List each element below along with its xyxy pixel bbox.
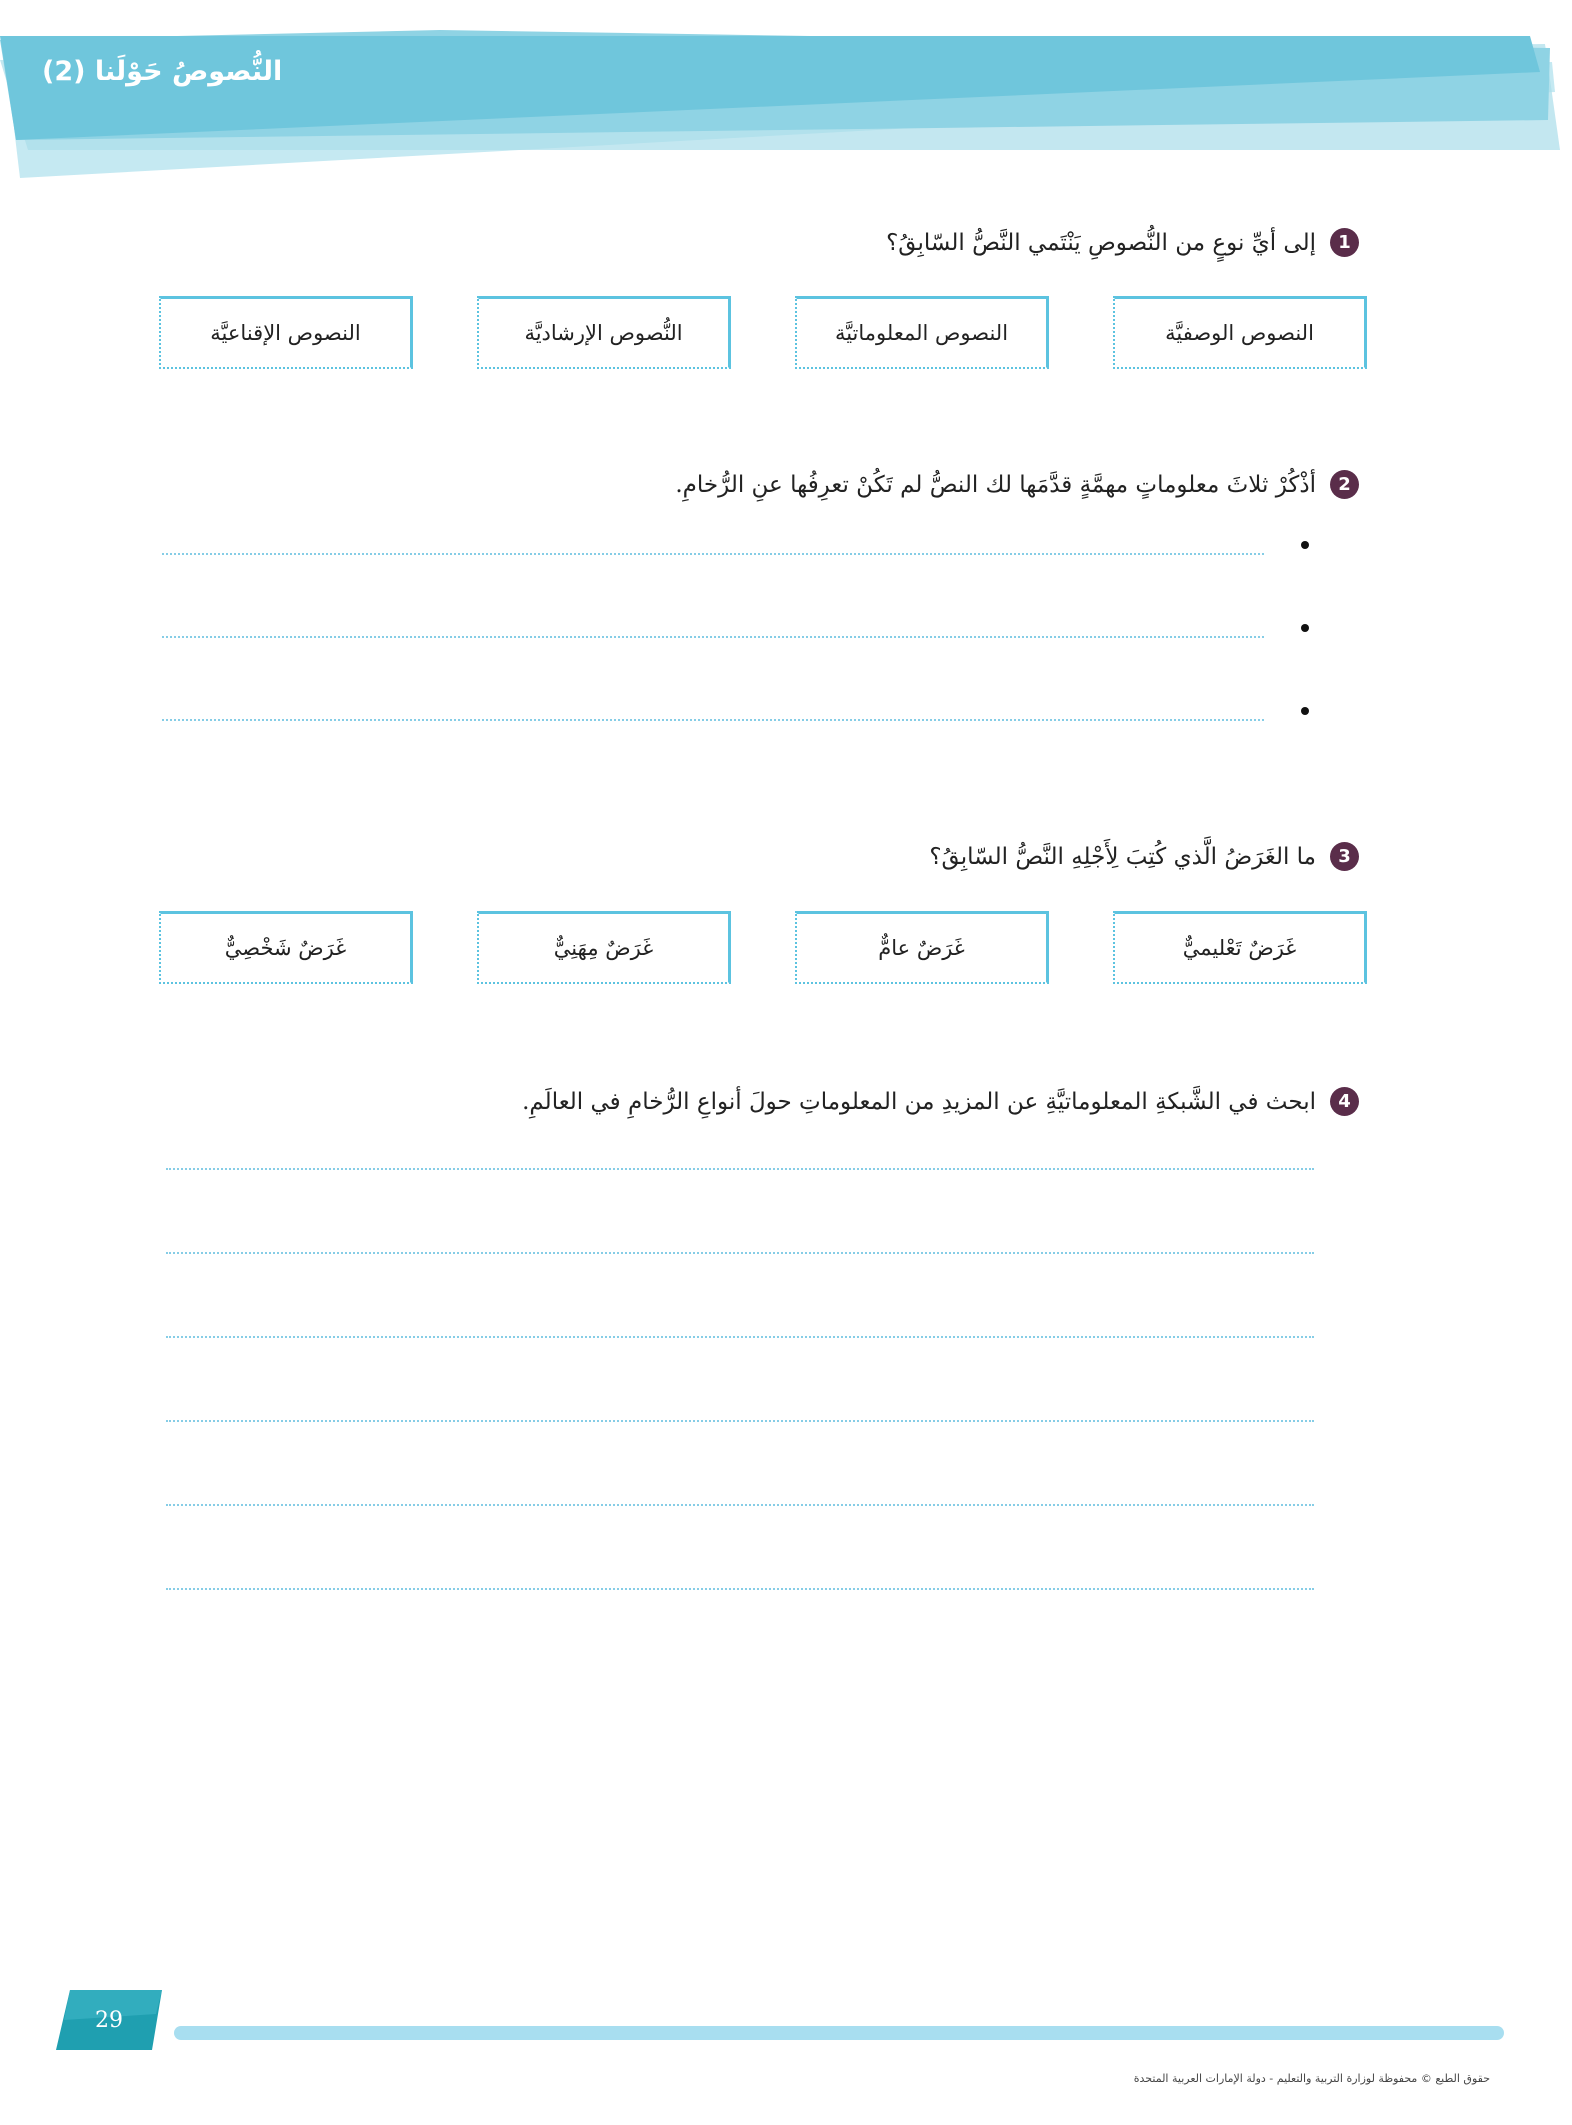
- answer-line[interactable]: [162, 553, 1264, 555]
- question-number-badge: 4: [1330, 1087, 1359, 1116]
- answer-line[interactable]: [166, 1168, 1314, 1170]
- copyright-text: حقوق الطبع © محفوظة لوزارة التربية والتعليم - دولة الإمارات العربية المتحدة: [1133, 2072, 1490, 2085]
- question-3: [929, 842, 1359, 871]
- bullet: [1301, 707, 1309, 715]
- option-descriptive[interactable]: النصوص الوصفيَّة: [1113, 296, 1367, 369]
- answer-line[interactable]: [166, 1504, 1314, 1506]
- question-text: أذْكُرْ ثلاثَ معلوماتٍ مهمَّةٍ قدَّمَها لك النصُّ لم تَكُنْ تعرِفُها عنِ الرُّخامِ.: [675, 471, 1316, 498]
- option-instructional[interactable]: النُّصوص الإرشاديَّة: [477, 296, 731, 369]
- option-personal[interactable]: غَرَضٌ شَخْصِيٌّ: [159, 911, 413, 984]
- question-text: إلى أيِّ نوعٍ من النُّصوصِ يَنْتَمي النَّصُّ السّابِقُ؟: [886, 229, 1316, 256]
- header-banner: [0, 0, 1572, 200]
- question-1: [886, 228, 1359, 257]
- question-text: ما الغَرَضُ الَّذي كُتِبَ لِأَجْلِهِ النَّصُّ السّابِقُ؟: [929, 843, 1316, 870]
- question-text: ابحث في الشَّبكةِ المعلوماتيَّةِ عن المزيدِ من المعلوماتِ حولَ أنواعِ الرُّخامِ في العالَمِ.: [522, 1088, 1316, 1115]
- answer-line[interactable]: [166, 1252, 1314, 1254]
- option-informational[interactable]: النصوص المعلوماتيَّة: [795, 296, 1049, 369]
- answer-line[interactable]: [162, 719, 1264, 721]
- option-general[interactable]: غَرَضٌ عامٌّ: [795, 911, 1049, 984]
- bullet: [1301, 541, 1309, 549]
- answer-line[interactable]: [166, 1420, 1314, 1422]
- answer-line[interactable]: [162, 636, 1264, 638]
- question-4: [522, 1087, 1359, 1116]
- option-educational[interactable]: غَرَضٌ تَعْليميٌّ: [1113, 911, 1367, 984]
- footer-bar: [174, 2026, 1504, 2040]
- question-number-badge: 2: [1330, 470, 1359, 499]
- question-number-badge: 3: [1330, 842, 1359, 871]
- question-2: [675, 470, 1359, 499]
- answer-line[interactable]: [166, 1588, 1314, 1590]
- option-professional[interactable]: غَرَضٌ مِهَنِيٌّ: [477, 911, 731, 984]
- bullet: [1301, 624, 1309, 632]
- page-title: النُّصوصُ حَوْلَنا (2): [42, 56, 283, 87]
- question-number-badge: 1: [1330, 228, 1359, 257]
- page-number: 29: [95, 2007, 123, 2033]
- answer-line[interactable]: [166, 1336, 1314, 1338]
- option-persuasive[interactable]: النصوص الإقناعيَّة: [159, 296, 413, 369]
